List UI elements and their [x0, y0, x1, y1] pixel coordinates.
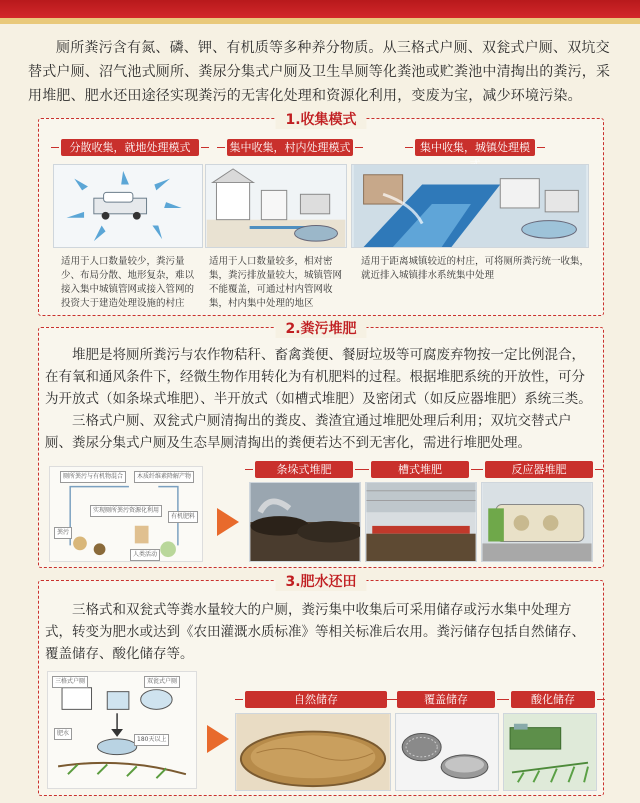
intro-paragraph: 厕所粪污含有氮、磷、钾、有机质等多种养分物质。从三格式户厕、双瓮式户厕、双坑交替式户厕、沼气池式厕所、粪尿分集式户厕及卫生旱厕等化粪池或贮粪池中清掏出的粪污，采用堆肥、肥水还田途径实现粪污的无害化处理和资源化利用，变废为宝，减少环境污染。 — [28, 40, 611, 104]
reactor-compost-photo — [481, 482, 593, 562]
mode-label: 集中收集，村内处理模式 — [227, 139, 353, 156]
compost-type-label: 反应器堆肥 — [485, 461, 593, 478]
diagram-label: 厕所粪污与有机物混合 — [60, 471, 126, 483]
composting-paragraph-1: 堆肥是将厕所粪污与农作物秸秆、畜禽粪便、餐厨垃圾等可腐废弃物按一定比例混合，在有氧和通风条件下，经微生物作用转化为有机肥料的过程。根据堆肥系统的开放性，可分为开放式（如条垛式堆肥）、半开放式（如槽式堆肥）及密闭式（如反应器堆肥）系统三类。 — [45, 347, 592, 407]
compost-type-label: 条垛式堆肥 — [255, 461, 353, 478]
village-treatment-illustration — [205, 164, 347, 248]
trough-compost-photo — [365, 482, 477, 562]
fertilizer-water-paragraph: 三格式和双瓮式等粪水量较大的户厕，粪污集中收集后可采用储存或污水集中处理方式，转变为肥水或达到《农田灌溉水质标准》等相关标准后农用。粪污储存包括自然储存、覆盖储存、酸化储存等。 — [45, 602, 585, 662]
mode-label: 集中收集，城镇处理模 — [415, 139, 535, 156]
compost-cycle-diagram — [49, 466, 203, 562]
covered-storage-illustration — [395, 713, 499, 791]
section-fertilizer-water — [38, 574, 604, 796]
compost-type-label: 槽式堆肥 — [371, 461, 469, 478]
composting-paragraph-2: 三格式户厕、双瓮式户厕清掏出的粪皮、粪渣宜通过堆肥处理后利用；双坑交替式户厕、粪尿分集式户厕及生态旱厕清掏出的粪便若达不到无害化，需进行堆肥处理。 — [45, 413, 572, 451]
top-banner — [0, 0, 640, 18]
diagram-label: 三格式户厕 — [52, 676, 88, 688]
flow-arrow — [217, 508, 239, 536]
diagram-label: 粪污 — [54, 527, 72, 539]
diagram-label: 双瓮式户厕 — [144, 676, 180, 688]
flow-arrow — [207, 725, 229, 753]
section-collection — [38, 112, 604, 316]
diagram-label: 有机肥料 — [168, 511, 198, 523]
storage-type-label: 自然储存 — [245, 691, 387, 708]
acidified-storage-illustration — [503, 713, 597, 791]
mode-caption: 适用于距离城镇较近的村庄，可将厕所粪污统一收集，就近排入城镇排水系统集中处理 — [361, 256, 590, 281]
section-title: 3.肥水还田 — [275, 571, 366, 591]
section-composting — [38, 321, 604, 568]
diagram-label: 木质纤维素降解产物 — [134, 471, 194, 483]
section-title: 1.收集模式 — [275, 109, 366, 129]
section-title: 2.粪污堆肥 — [275, 318, 366, 338]
storage-type-label: 酸化储存 — [511, 691, 595, 708]
windrow-compost-photo — [249, 482, 361, 562]
town-treatment-illustration — [351, 164, 589, 248]
mode-caption: 适用于人口数量较少，粪污量少、布局分散、地形复杂，难以接入集中城镇管网或接入管网的投资大于建造处理设施的村庄 — [61, 256, 195, 309]
storage-process-diagram — [47, 671, 197, 789]
diagram-label: 180天以上 — [134, 734, 169, 746]
mode-caption: 适用于人口数量较多，相对密集，粪污排放量较大，城镇管网不能覆盖，可通过村内管网收集，村内集中处理的地区 — [209, 256, 343, 309]
storage-type-label: 覆盖储存 — [397, 691, 495, 708]
scattered-collection-illustration — [53, 164, 203, 248]
natural-storage-illustration — [235, 713, 391, 791]
diagram-label: 肥水 — [54, 728, 72, 740]
mode-label: 分散收集，就地处理模式 — [61, 139, 199, 156]
diagram-label: 实现厕所粪污资源化利用 — [90, 505, 162, 517]
diagram-label: 人类活动 — [130, 549, 160, 561]
